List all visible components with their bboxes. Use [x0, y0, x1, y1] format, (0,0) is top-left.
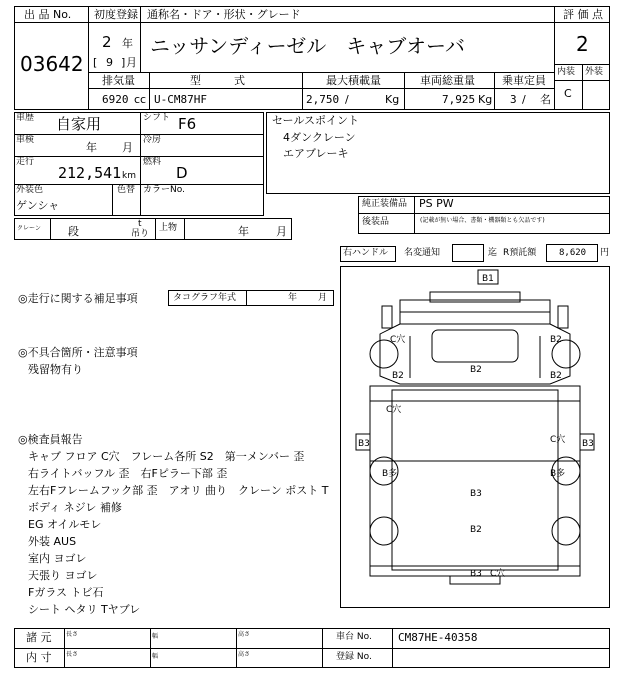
width-label: 幅: [152, 653, 159, 660]
height-label: 高さ: [238, 631, 251, 638]
chassis-label: 車台 No.: [336, 632, 372, 642]
deadline-label: 迄: [488, 248, 498, 258]
damage-label: C穴: [390, 335, 406, 345]
damage-label: C穴: [386, 405, 402, 415]
name-change-label: 名変通知: [404, 248, 441, 258]
upper-year-unit: 年: [238, 225, 249, 238]
score-value: 2: [576, 32, 589, 56]
sales-point-2: エアブレーキ: [283, 147, 349, 160]
damage-label: B1: [482, 274, 494, 284]
displacement: 6920: [102, 93, 129, 106]
damage-label: B3: [470, 569, 482, 579]
defects: 残留物有り: [28, 363, 83, 376]
crane-hang-unit: 吊り: [131, 229, 150, 239]
defects-label: ◎不具合箇所・注意事項: [18, 346, 138, 359]
registration-label: 登録 No.: [336, 652, 372, 662]
interior-grade: C: [564, 87, 572, 100]
inspector-line: EG オイルモレ: [28, 518, 102, 531]
gross-weight-unit: Kg: [478, 93, 493, 106]
model-label: 型 式: [190, 74, 245, 87]
displacement-label: 排気量: [102, 74, 135, 87]
inspector-line: 左右Fフレームフック部 歪 アオリ 曲り クレーン ポスト T: [28, 484, 329, 497]
name-change-box: [452, 244, 484, 262]
lot-number-label: 出 品 No.: [24, 8, 72, 21]
length-label: 長さ: [66, 631, 79, 638]
first-reg-year: 2: [102, 33, 112, 51]
shift: F6: [178, 115, 197, 133]
truck-diagram: [340, 266, 610, 608]
capacity-label: 乗車定員: [502, 74, 546, 87]
upper-month-unit: 月: [276, 225, 287, 238]
displacement-unit: cc: [134, 93, 147, 106]
damage-label: B2: [550, 371, 562, 381]
inspector-line: 右ライトバッフル 歪 右Fピラー下部 歪: [28, 467, 228, 480]
inspection-year-unit: 年: [86, 141, 97, 154]
capacity: 3: [510, 93, 517, 106]
mileage-label: 走行: [16, 157, 35, 167]
capacity-unit: 名: [540, 93, 551, 106]
length-label: 長さ: [66, 651, 79, 658]
first-reg-year-unit: 年: [122, 37, 133, 50]
model-code: U-CM87HF: [154, 93, 207, 106]
fuel-label: 燃料: [143, 157, 162, 167]
crane-label: クレーン: [17, 225, 41, 232]
gross-weight: 7,925: [442, 93, 476, 106]
mileage-unit: km: [122, 171, 136, 181]
inspector-line: 天張り ヨゴレ: [28, 569, 98, 582]
ac-label: 冷房: [143, 135, 162, 145]
color-code-label: 色替: [117, 185, 136, 195]
crane-row: [14, 218, 292, 240]
lot-number: 03642: [20, 52, 84, 76]
equipment-value: PS PW: [419, 197, 454, 210]
shift-label: シフト: [143, 113, 171, 123]
interior-grade-label: 内装: [557, 67, 576, 77]
inspector-line: シート ヘタリ Tヤブレ: [28, 603, 141, 616]
dim-label: 諸 元: [26, 631, 52, 644]
inspection-label: 車検: [16, 135, 35, 145]
inspector-line: 外装 AUS: [28, 535, 77, 548]
score-label: 評 価 点: [563, 8, 603, 21]
max-load-label: 最大積載量: [326, 74, 381, 87]
interior-dim-label: 内 寸: [26, 651, 52, 664]
damage-label: B多: [550, 469, 566, 479]
height-label: 高さ: [238, 651, 251, 658]
damage-label: B多: [382, 469, 398, 479]
retrofit-label: 後装品: [362, 217, 390, 227]
upper-label: 上物: [159, 223, 178, 233]
damage-label: C穴: [550, 435, 566, 445]
fuel: D: [176, 164, 188, 182]
ext-color: ゲンシャ: [16, 199, 60, 212]
r-tax-label: R預託額: [503, 248, 537, 258]
inspector-notes: [28, 448, 338, 618]
width-label: 幅: [152, 633, 159, 640]
equipment-label: 純正装備品: [362, 199, 408, 209]
damage-label: B3: [470, 489, 482, 499]
ext-color-label: 外装色: [16, 185, 44, 195]
damage-label: B2: [550, 335, 562, 345]
first-reg-month: 9: [106, 56, 113, 69]
tachograph-month-unit: 月: [318, 293, 328, 303]
inspection-month-unit: 月: [122, 141, 133, 154]
sales-point-1: 4ダンクレーン: [283, 131, 356, 144]
driving-notes-label: ◎走行に関する補足事項: [18, 292, 138, 305]
tachograph-year-unit: 年: [288, 293, 298, 303]
crane-ton-unit: t: [138, 219, 142, 229]
damage-label: B3: [582, 439, 594, 449]
damage-label: B2: [392, 371, 404, 381]
color-no-label: カラーNo.: [143, 185, 185, 195]
exterior-grade-label: 外装: [585, 67, 604, 77]
inspector-line: Fガラス トビ石: [28, 586, 104, 599]
car-name-label: 通称名・ドア・形状・グレード: [147, 8, 301, 21]
crane-steps-unit: 段: [68, 225, 79, 238]
retrofit-note: (記載が無い場合、書類・機器類とも欠品です): [420, 217, 545, 224]
history-label: 車歴: [16, 113, 35, 123]
first-reg-label: 初度登録: [94, 8, 138, 21]
damage-label: B3: [358, 439, 370, 449]
inspector-line: ボディ ネジレ 補修: [28, 501, 122, 514]
gross-weight-label: 車両総重量: [420, 74, 475, 87]
steering-side: 右ハンドル: [343, 248, 389, 258]
inspector-line: キャブ フロア C穴 フレーム各所 S2 第一メンバー 歪: [28, 450, 305, 463]
max-load: 2,750: [306, 93, 340, 106]
car-name: ニッサンディーゼル キャブオーバ: [150, 34, 465, 58]
first-reg-month-unit: 月: [126, 56, 137, 69]
damage-label: C穴: [490, 569, 506, 579]
damage-label: B2: [470, 525, 482, 535]
r-tax: 8,620: [559, 248, 587, 258]
mileage: 212,541: [58, 164, 122, 182]
inspector-label: ◎検査員報告: [18, 433, 83, 446]
damage-label: B2: [470, 365, 482, 375]
max-load-unit: Kg: [385, 93, 400, 106]
chassis-number: CM87HE-40358: [398, 631, 478, 644]
inspector-line: 室内 ヨゴレ: [28, 552, 87, 565]
sales-points-label: セールスポイント: [272, 114, 360, 127]
tachograph-label: タコグラフ年式: [173, 293, 237, 303]
history: 自家用: [56, 115, 102, 133]
r-tax-unit: 円: [600, 248, 610, 258]
